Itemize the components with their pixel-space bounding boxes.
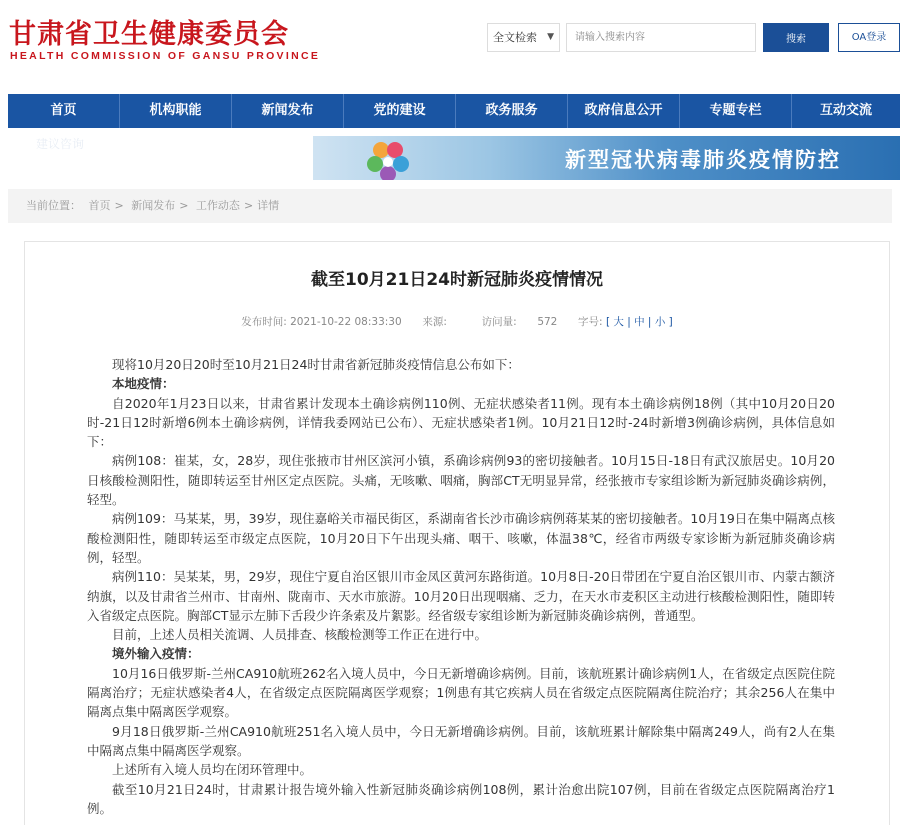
font-size-medium-link[interactable]: 中 (634, 316, 645, 328)
breadcrumb-prefix: 当前位置： (26, 199, 81, 212)
nav-item-functions[interactable]: 机构职能 (120, 94, 232, 128)
source-label: 来源: (422, 316, 447, 328)
nav-item-services[interactable]: 政务服务 (456, 94, 568, 128)
search-scope-select[interactable] (487, 23, 560, 52)
breadcrumb-item-home[interactable]: 首页 (88, 199, 111, 212)
article-paragraph: 9月18日俄罗斯-兰州CA910航班251名入境人员中，今日无新增确诊病例。目前，该航班累计解除集中隔离249人，尚有2人在集中隔离点集中隔离医学观察。 (87, 723, 835, 758)
covid-banner[interactable] (313, 136, 900, 180)
article-paragraph: 现将10月20日20时至10月21日24时甘肃省新冠肺炎疫情信息公布如下： (112, 357, 520, 372)
article-paragraph: 上述所有入境人员均在闭环管理中。 (112, 762, 313, 778)
breadcrumb-item-news[interactable]: 新闻发布 (131, 199, 176, 212)
banner-title: 新型冠状病毒肺炎疫情防控 (565, 148, 841, 172)
article-body (87, 355, 835, 818)
breadcrumb (8, 189, 892, 223)
article-container (24, 241, 890, 825)
font-size-large-link[interactable]: 大 (613, 316, 624, 328)
section-heading: 境外输入疫情： (112, 646, 200, 662)
font-size-small-link[interactable]: 小 (654, 316, 666, 328)
nav-submenu-consult[interactable]: 建议咨询 (36, 137, 85, 151)
breadcrumb-item-detail: 详情 (257, 199, 280, 212)
site-logo-chinese[interactable]: 甘肃省卫生健康委员会 (9, 19, 289, 50)
article-paragraph: 10月16日俄罗斯-兰州CA910航班262名入境人员中，今日无新增确诊病例。目前，该航班累计确诊病例1人，在省级定点医院住院隔离治疗；无症状感染者4人，在省级定点医院隔离医学观察；1例患有其它疾病人员在省级定点医院隔离住院治疗；其余256人在集中隔离点集中隔离医学观察。 (87, 665, 835, 720)
breadcrumb-item-work-news[interactable]: 工作动态 (195, 199, 240, 212)
article-paragraph: 病例108：崔某，女，28岁，现住张掖市甘州区滨河小镇，系确诊病例93的密切接触者。10月15日-18日有武汉旅居史。10月20日核酸检测阳性，随即转运至甘州区定点医院。头痛，无咳嗽、咽痛，胸部CT无明显异常，经张掖市专家组诊断为新冠肺炎确诊病例，轻型。 (87, 453, 835, 508)
nav-item-interaction[interactable]: 互动交流 (819, 103, 872, 118)
search-scope-label: 全文检索 (493, 31, 537, 44)
views-count: 572 (537, 316, 558, 328)
article-paragraph: 目前，上述人员相关流调、人员排查、核酸检测等工作正在进行中。 (112, 627, 488, 643)
article-paragraph: 病例110：吴某某，男，29岁，现住宁夏自治区银川市金凤区黄河东路街道。10月8日-20日带团在宁夏自治区银川市、内蒙古额济纳旗，以及甘肃省兰州市、甘南州、陇南市、天水市旅游。10月20日出现咽痛、乏力，在天水市麦积区主动进行核酸检测阳性，随即转入省级定点医院。胸部CT显示左肺下舌段少许条索及片絮影。经省级专家组诊断为新冠肺炎确诊病例，普通型。 (87, 569, 835, 623)
search-input[interactable] (566, 23, 756, 52)
font-size-label: 字号: (578, 316, 603, 328)
nav-item-news[interactable]: 新闻发布 (232, 94, 344, 128)
chevron-down-icon: ▼ (547, 32, 554, 42)
site-header (0, 0, 900, 94)
flower-logo-icon (351, 138, 431, 180)
publish-time-label: 发布时间: (241, 316, 287, 328)
article-paragraph: 截至10月21日24时，甘肃累计报告境外输入性新冠肺炎确诊病例108例，累计治愈出院107例，目前在省级定点医院隔离治疗1例。 (87, 781, 835, 816)
search-button[interactable]: 搜索 (763, 23, 829, 52)
breadcrumb-separator: > (243, 199, 254, 212)
oa-login-button[interactable]: OA登录 (838, 23, 900, 52)
article-title: 截至10月21日24时新冠肺炎疫情情况 (311, 270, 603, 290)
section-heading: 本地疫情： (112, 376, 175, 392)
views-label: 访问量: (481, 316, 517, 328)
nav-item-home[interactable]: 首页 (8, 94, 120, 128)
nav-item-topics[interactable]: 专题专栏 (680, 94, 792, 128)
breadcrumb-separator: > (114, 199, 124, 212)
main-nav (8, 94, 900, 128)
article-meta: 发布时间: 2021-10-22 08:33:30 来源: 访问量: 572 字号: [ 大 | 中 | 小 ] (241, 316, 673, 328)
nav-item-gov-info[interactable]: 政府信息公开 (568, 94, 680, 128)
nav-item-party[interactable]: 党的建设 (344, 94, 456, 128)
article-paragraph: 病例109：马某某，男，39岁，现住嘉峪关市福民街区，系湖南省长沙市确诊病例蒋某某的密切接触者。10月19日在集中隔离点核酸检测阳性，随即转运至市级定点医院，10月20日下午出现头痛、咽干、咳嗽，体温38℃，经省市两级专家诊断为新冠肺炎确诊病例，轻型。 (87, 511, 835, 565)
article-paragraph: 自2020年1月23日以来，甘肃省累计发现本土确诊病例110例、无症状感染者11例。现有本土确诊病例18例（其中10月20日20时-21日12时新增6例本土确诊病例，详情我委网站已公布）、无症状感染者1例。10月21日12时-24时新增3例确诊病例，具体信息如下： (87, 395, 835, 450)
publish-time: 2021-10-22 08:33:30 (290, 316, 402, 328)
site-logo-english: HEALTH COMMISSION OF GANSU PROVINCE (10, 50, 321, 62)
breadcrumb-separator: > (179, 199, 189, 212)
